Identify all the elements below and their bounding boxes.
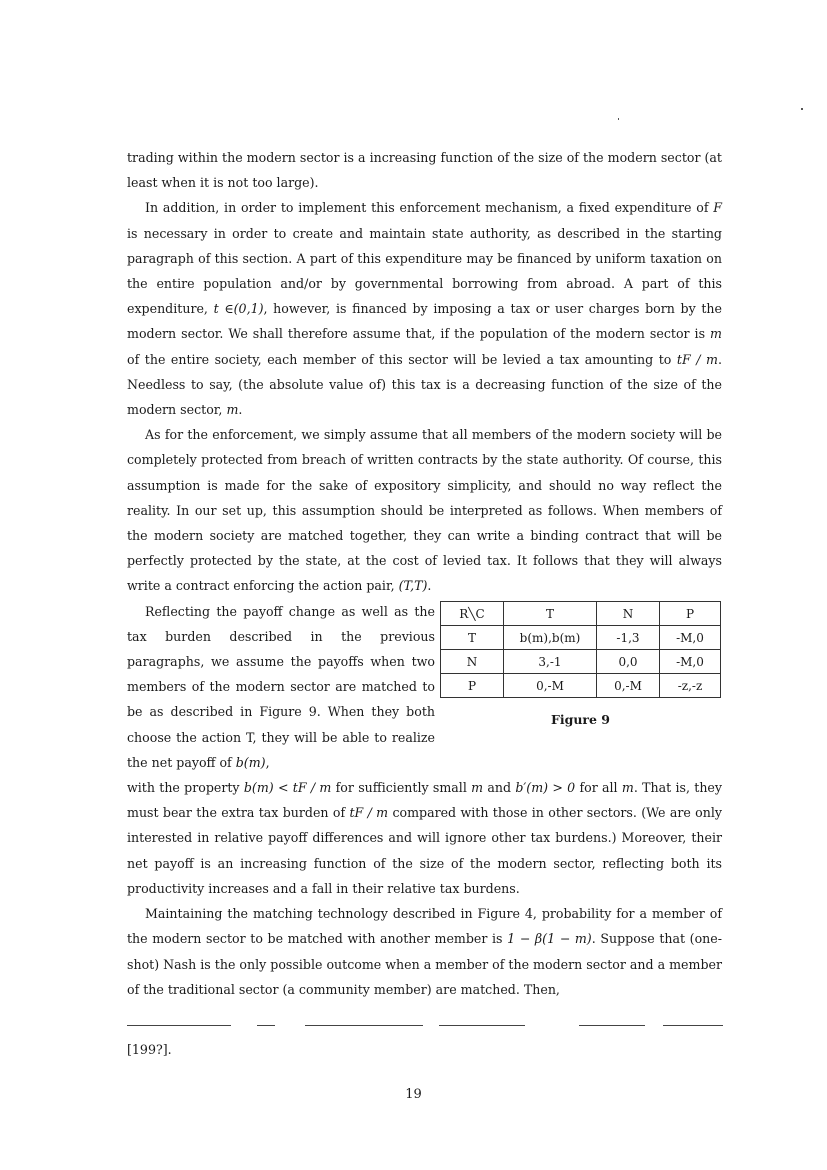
matrix-corner-label: R╲C <box>441 602 504 626</box>
page-number: 19 <box>405 1087 422 1102</box>
paragraph-2: In addition, in order to implement this enforcement mechanism, a fixed expenditure of F is necessary in order to create and maintain state authority, as described in the starting paragraph of this section. A part of this expenditure may be financed by uniform taxation on the entire population and/or by governmental borrowing from abroad. A part of this expenditure, t ∈(0,1), however, is financed by imposing a tax or user charges born by the modern sector. We shall therefore assume that, if the population of the modern sector is m of the entire society, each member of this sector will be levied a tax amounting to tF / m. Needless to say, (the absolute value of) this tax is a decreasing function of the size of the modern sector, m. <box>127 200 722 418</box>
paragraph-6: Maintaining the matching technology described in Figure 4, probability for a member of the modern sector to be matched with another member is 1 − β(1 − m). Suppose that (one-shot) Nash is the only possible outcome when a member of the modern sector and a member of the traditional sector (a community member) are matched. Then, <box>127 906 722 997</box>
payoff-row <box>441 650 721 674</box>
row-header: P <box>441 674 504 698</box>
math-condition-2: b′(m) > 0 <box>515 780 576 796</box>
payoff-matrix <box>440 601 721 698</box>
column-header: N <box>597 602 660 626</box>
payoff-cell: -M,0 <box>660 650 721 674</box>
payoff-cell: b(m),b(m) <box>504 626 597 650</box>
math-m: m <box>471 780 484 796</box>
math-m: m <box>710 326 722 342</box>
scan-mark <box>801 108 803 110</box>
payoff-cell: 3,-1 <box>504 650 597 674</box>
payoff-cell: -z,-z <box>660 674 721 698</box>
math-tax: tF / m <box>349 805 389 821</box>
payoff-header-row <box>441 602 721 626</box>
math-action-pair: (T,T) <box>398 578 428 594</box>
math-m: m <box>621 780 634 796</box>
math-probability: 1 − β(1 − m) <box>507 931 592 947</box>
math-m: m <box>226 402 239 418</box>
payoff-cell: -1,3 <box>597 626 660 650</box>
footnote-rule <box>127 1025 723 1026</box>
row-header: T <box>441 626 504 650</box>
math-F: F <box>713 200 722 216</box>
paragraph-1: trading within the modern sector is a increasing function of the size of the modern sector (at least when it is not too large). <box>127 150 722 191</box>
paragraph-3: As for the enforcement, we simply assume that all members of the modern society will be completely protected from breach of written contracts by the state authority. Of course, this assumption is made for the sake of expository simplicity, and should no way reflect the reality. In our set up, this assumption should be interpreted as follows. When members of the modern society are matched together, they can write a binding contract that will be perfectly protected by the state, at the cost of levied tax. It follows that they will always write a contract enforcing the action pair, (T,T). <box>127 427 722 594</box>
payoff-row <box>441 674 721 698</box>
payoff-cell: 0,0 <box>597 650 660 674</box>
row-header: N <box>441 650 504 674</box>
column-header: P <box>660 602 721 626</box>
payoff-cell: -M,0 <box>660 626 721 650</box>
body-text <box>127 145 722 1002</box>
payoff-row <box>441 626 721 650</box>
figure-caption: Figure 9 <box>550 712 611 727</box>
column-header: T <box>504 602 597 626</box>
math-tax: tF / m <box>676 351 718 367</box>
math-condition-1: b(m) < tF / m <box>243 780 332 796</box>
payoff-cell: 0,-M <box>504 674 597 698</box>
math-bm: b(m) <box>235 754 266 770</box>
figure-9 <box>440 601 721 727</box>
scan-mark <box>618 118 619 120</box>
math-t-range: t ∈(0,1) <box>213 301 264 317</box>
paragraph-4: Reflecting the payoff change as well as the tax burden described in the previous paragraphs, we assume the payoffs when two members of the modern sector are matched to be as described in Figure 9. When they both choose the action T, they will be able to realize the net payoff of b(m), <box>127 603 435 770</box>
paragraph-5: with the property b(m) < tF / m for sufficiently small m and b′(m) > 0 for all m. That is, they must bear the extra tax burden of tF / m compared with those in other sectors. (We are only interested in relative payoff differences and will ignore other tax burdens.) Moreover, their net payoff is an increasing function of the size of the modern sector, reflecting both its productivity increases and a fall in their relative tax burdens. <box>127 780 723 896</box>
footnote: [199?]. <box>127 1042 172 1057</box>
payoff-cell: 0,-M <box>597 674 660 698</box>
